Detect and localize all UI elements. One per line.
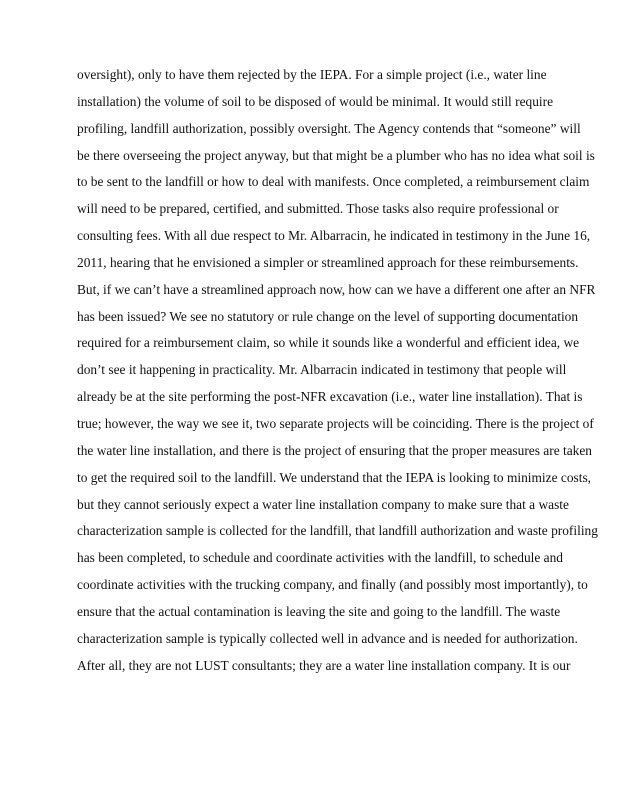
text-line: installation) the volume of soil to be disposed of would be minimal. It would still require <box>77 93 554 109</box>
text-line: to be sent to the landfill or how to deal with manifests. Once completed, a reimbursement claim <box>77 174 590 190</box>
text-line: characterization sample is typically collected well in advance and is needed for authorization. <box>77 630 578 646</box>
document-page <box>77 62 598 679</box>
text-line: will need to be prepared, certified, and submitted. Those tasks also require professional or <box>77 201 559 217</box>
text-line: consulting fees. With all due respect to Mr. Albarracin, he indicated in testimony in the June 16, <box>77 228 591 244</box>
text-line: oversight), only to have them rejected by the IEPA. For a simple project (i.e., water line <box>77 67 547 82</box>
text-line: profiling, landfill authorization, possibly oversight. The Agency contends that “someone” will <box>77 120 581 136</box>
text-line: coordinate activities with the trucking company, and finally (and possibly most importantly), to <box>77 577 588 593</box>
text-line: required for a reimbursement claim, so while it sounds like a wonderful and efficient idea, we <box>77 335 580 351</box>
text-line: has been completed, to schedule and coordinate activities with the landfill, to schedule and <box>77 550 563 566</box>
text-line: to get the required soil to the landfill. We understand that the IEPA is looking to minimize costs, <box>77 469 592 485</box>
text-line: already be at the site performing the post-NFR excavation (i.e., water line installation). That is <box>77 389 583 405</box>
text-line: be there overseeing the project anyway, but that might be a plumber who has no idea what soil is <box>77 147 595 163</box>
text-line: the water line installation, and there is the project of ensuring that the proper measures are taken <box>77 442 592 458</box>
text-line: don’t see it happening in practicality. Mr. Albarracin indicated in testimony that people will <box>77 362 567 378</box>
text-line: characterization sample is collected for the landfill, that landfill authorization and waste profiling <box>77 523 598 539</box>
text-line: ensure that the actual contamination is leaving the site and going to the landfill. The waste <box>77 603 561 619</box>
text-line: But, if we can’t have a streamlined approach now, how can we have a different one after an NFR <box>77 281 596 297</box>
text-line: but they cannot seriously expect a water line installation company to make sure that a waste <box>77 496 569 512</box>
text-line: 2011, hearing that he envisioned a simpler or streamlined approach for these reimbursements. <box>77 254 579 270</box>
text-line: has been issued? We see no statutory or rule change on the level of supporting documentation <box>77 308 579 324</box>
text-line: true; however, the way we see it, two separate projects will be coinciding. There is the project of <box>77 415 594 431</box>
text-line: After all, they are not LUST consultants; they are a water line installation company. It is our <box>77 657 571 673</box>
